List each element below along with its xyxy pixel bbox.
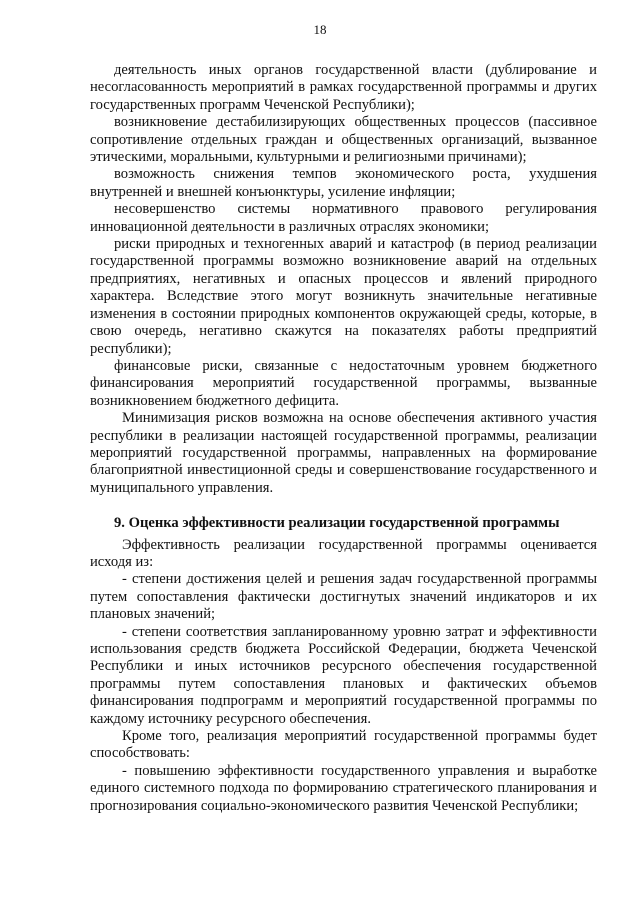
paragraph: Кроме того, реализация мероприятий государственной программы будет способствовать: bbox=[90, 728, 597, 762]
list-item: - степени достижения целей и решения задач государственной программы путем сопоставления фактически достигнутых значений индикаторов и их плановых значений; bbox=[90, 571, 597, 623]
list-item: - повышению эффективности государственного управления и выработке единого системного подхода по формированию стратегического планирования и прогнозирования социально-экономического развития Чеченской Республики; bbox=[90, 762, 597, 814]
paragraph: деятельность иных органов государственной власти (дублирование и несогласованность мероприятий в рамках государственной программы и других государственных программ Чеченской Республики); bbox=[90, 62, 597, 113]
page-number: 18 bbox=[313, 22, 327, 37]
list-item: - степени соответствия запланированному уровню затрат и эффективности использования средств бюджета Российской Федерации, бюджета Чеченской Республики и иных источников ресурсного обеспечения государственной программы путем сопоставления плановых и фактических объемов финансирования подпрограмм и мероприятий государственной программы по каждому источнику ресурсного обеспечения. bbox=[90, 623, 597, 727]
paragraph: возможность снижения темпов экономического роста, ухудшения внутренней и внешней конъюнктуры, усиление инфляции; bbox=[90, 166, 597, 200]
document-body bbox=[90, 62, 597, 815]
paragraph: несовершенство системы нормативного правового регулирования инновационной деятельности в различных отраслях экономики; bbox=[90, 201, 597, 235]
section-heading: 9. Оценка эффективности реализации государственной программы bbox=[114, 515, 560, 532]
paragraph: возникновение дестабилизирующих общественных процессов (пассивное сопротивление отдельных граждан и общественных организаций, вызванное этическими, моральными, культурными и религиозными причинами); bbox=[90, 114, 597, 166]
paragraph: финансовые риски, связанные с недостаточным уровнем бюджетного финансирования мероприятий государственной программы, вызванные возникновением бюджетного дефицита. bbox=[90, 357, 597, 409]
paragraph: Эффективность реализации государственной программы оценивается исходя из: bbox=[90, 536, 597, 570]
paragraph: риски природных и техногенных аварий и катастроф (в период реализации государственной программы возможно возникновение аварий на отдельных предприятиях, негативных и опасных процессов и явлений природного характера. Вследствие этого могут возникнуть значительные негативные изменения в состоянии природных компонентов окружающей среды, которые, в свою очередь, негативно скажутся на показателях работы предприятий республики); bbox=[90, 236, 597, 357]
paragraph: Минимизация рисков возможна на основе обеспечения активного участия республики в реализации настоящей государственной программы, реализации мероприятий государственной программы, направленных на формирование благоприятной инвестиционной среды и совершенствование государственного и муниципального управления. bbox=[90, 410, 597, 496]
